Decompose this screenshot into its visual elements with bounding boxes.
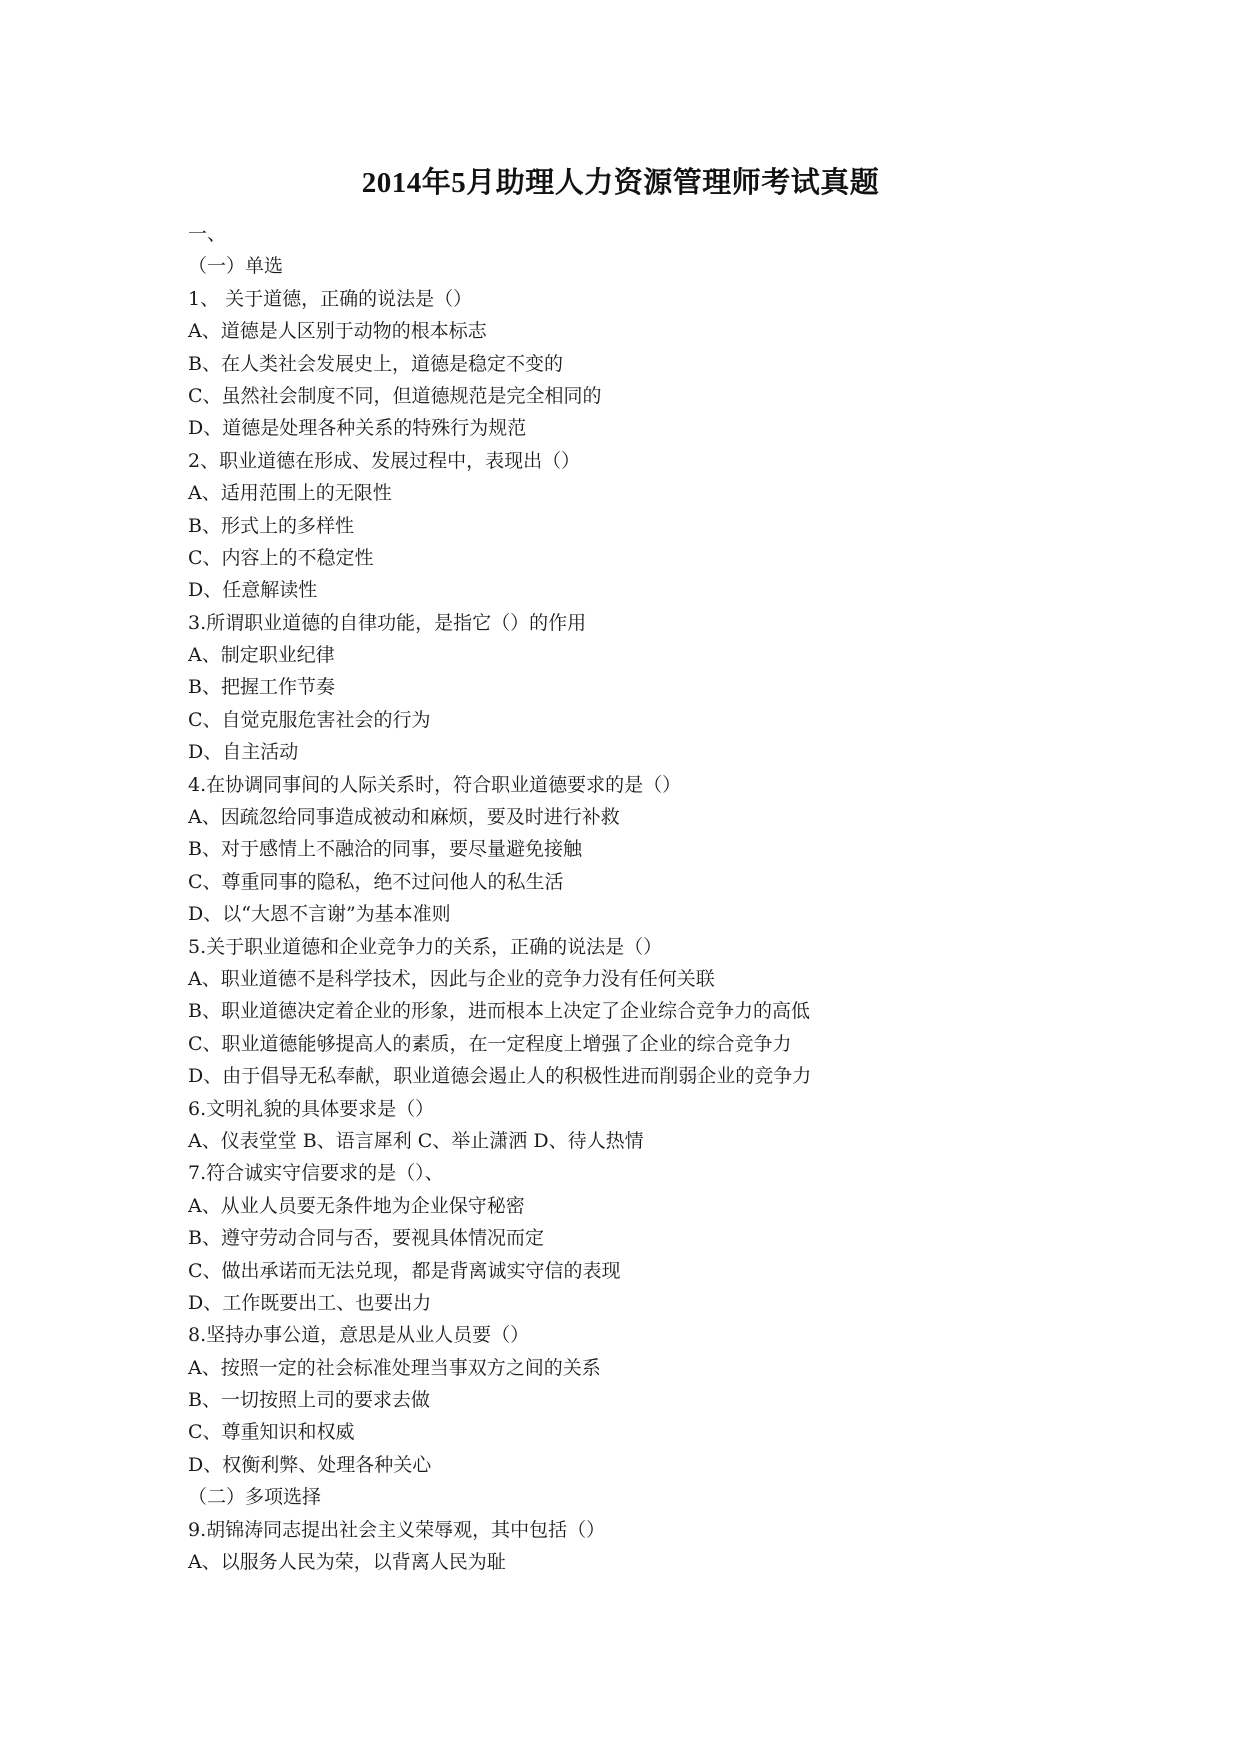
option-line: C、职业道德能够提高人的素质，在一定程度上增强了企业的综合竞争力 [188, 1032, 792, 1055]
option-line: A、以服务人民为荣，以背离人民为耻 [188, 1551, 506, 1574]
option-line: B、职业道德决定着企业的形象，进而根本上决定了企业综合竞争力的高低 [188, 1000, 810, 1023]
question-1: 1、 关于道德，正确的说法是（） [188, 287, 473, 310]
option-line: D、工作既要出工、也要出力 [188, 1291, 432, 1314]
option-line: A、道德是人区别于动物的根本标志 [188, 320, 487, 343]
option-line: C、尊重知识和权威 [188, 1421, 355, 1444]
option-line: D、任意解读性 [188, 579, 318, 602]
option-line: A、从业人员要无条件地为企业保守秘密 [188, 1194, 525, 1217]
option-line: D、道德是处理各种关系的特殊行为规范 [188, 417, 527, 440]
question-6: 6.文明礼貌的具体要求是（） [188, 1097, 435, 1120]
option-line: C、内容上的不稳定性 [188, 546, 374, 569]
question-2: 2、职业道德在形成、发展过程中，表现出（） [188, 449, 581, 472]
option-line: A、因疏忽给同事造成被动和麻烦，要及时进行补救 [188, 806, 620, 829]
question-7: 7.符合诚实守信要求的是（）、 [188, 1162, 444, 1185]
option-line: A、仪表堂堂 B、语言犀利 C、举止潇洒 D、待人热情 [188, 1129, 644, 1152]
option-line: A、按照一定的社会标准处理当事双方之间的关系 [188, 1356, 601, 1379]
option-line: D、由于倡导无私奉献，职业道德会遏止人的积极性进而削弱企业的竞争力 [188, 1065, 812, 1088]
document-title: 2014年5月助理人力资源管理师考试真题 [361, 167, 880, 199]
option-line: A、制定职业纪律 [188, 644, 335, 667]
question-5: 5.关于职业道德和企业竞争力的关系，正确的说法是（） [188, 935, 663, 958]
option-line: B、对于感情上不融洽的同事，要尽量避免接触 [188, 838, 582, 861]
option-line: C、自觉克服危害社会的行为 [188, 708, 431, 731]
option-line: B、遵守劳动合同与否，要视具体情况而定 [188, 1227, 544, 1250]
option-line: B、把握工作节奏 [188, 676, 335, 699]
document-body [188, 218, 1188, 1578]
subsection-heading: （一）单选 [188, 255, 284, 278]
option-line: B、在人类社会发展史上，道德是稳定不变的 [188, 352, 563, 375]
option-line: B、形式上的多样性 [188, 514, 354, 537]
option-line: A、职业道德不是科学技术，因此与企业的竞争力没有任何关联 [188, 967, 715, 990]
option-line: C、虽然社会制度不同，但道德规范是完全相同的 [188, 384, 602, 407]
subsection-heading: （二）多项选择 [188, 1486, 322, 1509]
option-line: C、做出承诺而无法兑现，都是背离诚实守信的表现 [188, 1259, 621, 1282]
question-9: 9.胡锦涛同志提出社会主义荣辱观，其中包括（） [188, 1518, 606, 1541]
option-line: D、以“大恩不言谢”为基本准则 [188, 903, 451, 926]
section-heading: 一、 [188, 223, 227, 245]
option-line: B、一切按照上司的要求去做 [188, 1389, 430, 1412]
question-8: 8.坚持办事公道，意思是从业人员要（） [188, 1324, 530, 1347]
question-4: 4.在协调同事间的人际关系时，符合职业道德要求的是（） [188, 773, 682, 796]
option-line: D、权衡利弊、处理各种关心 [188, 1453, 432, 1476]
question-3: 3.所谓职业道德的自律功能，是指它（）的作用 [188, 611, 587, 634]
option-line: C、尊重同事的隐私，绝不过问他人的私生活 [188, 870, 564, 893]
option-line: D、自主活动 [188, 741, 299, 764]
option-line: A、适用范围上的无限性 [188, 482, 392, 505]
